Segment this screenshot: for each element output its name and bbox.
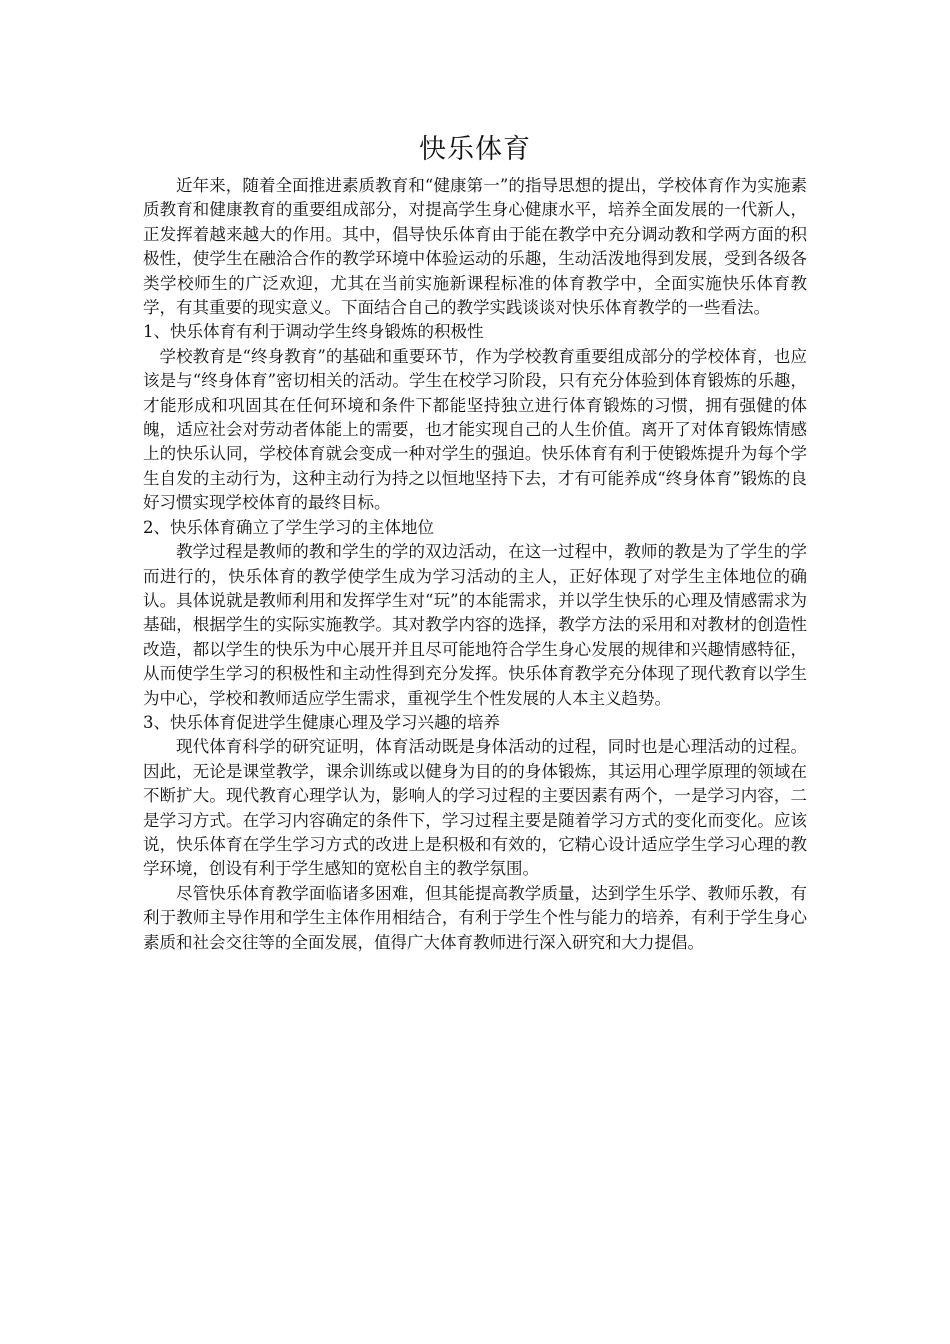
section-3-heading: 3、快乐体育促进学生健康心理及学习兴趣的培养 [143, 712, 500, 732]
intro-paragraph: 近年来，随着全面推进素质教育和“健康第一”的指导思想的提出，学校体育作为实施素质教育和健康教育的重要组成部分，对提高学生身心健康水平，培养全面发展的一代新人，正发挥着越来越大的作用。其中，倡导快乐体育由于能在教学中充分调动教和学两方面的积极性，使学生在融洽合作的教学环境中体验运动的乐趣，生动活泼地得到发展，受到各级各类学校师生的广泛欢迎，尤其在当前实施新课程标准的体育教学中，全面实施快乐体育教学，有其重要的现实意义。下面结合自己的教学实践谈谈对快乐体育教学的一些看法。 [143, 176, 807, 318]
section-2-body: 教学过程是教师的教和学生的学的双边活动，在这一过程中，教师的教是为了学生的学而进行的，快乐体育的教学使学生成为学习活动的主人，正好体现了对学生主体地位的确认。具体说就是教师利用和发挥学生对“玩”的本能需求，并以学生快乐的心理及情感需求为基础，根据学生的实际实施教学。其对教学内容的选择，教学方法的采用和对教材的创造性改造，都以学生的快乐为中心展开并且尽可能地符合学生身心发展的规律和兴趣情感特征，从而使学生学习的积极性和主动性得到充分发挥。快乐体育教学充分体现了现代教育以学生为中心，学校和教师适应学生需求，重视学生个性发展的人本主义趋势。 [143, 542, 807, 708]
section-1-heading: 1、快乐体育有利于调动学生终身锻炼的积极性 [143, 322, 484, 342]
document-page [143, 128, 807, 955]
section-1-body: 学校教育是“终身教育”的基础和重要环节，作为学校教育重要组成部分的学校体育，也应该是与“终身体育”密切相关的活动。学生在校学习阶段，只有充分体验到体育锻炼的乐趣，才能形成和巩固其在任何环境和条件下都能坚持独立进行体育锻炼的习惯，拥有强健的体魄，适应社会对劳动者体能上的需要，也才能实现自己的人生价值。离开了对体育锻炼情感上的快乐认同，学校体育就会变成一种对学生的强迫。快乐体育有利于使锻炼提升为每个学生自发的主动行为，这种主动行为持之以恒地坚持下去，才有可能养成“终身体育”锻炼的良好习惯实现学校体育的最终目标。 [143, 346, 807, 513]
document-title: 快乐体育 [419, 134, 531, 165]
section-3-body: 现代体育科学的研究证明，体育活动既是身体活动的过程，同时也是心理活动的过程。因此，无论是课堂教学，课余训练或以健身为目的的身体锻炼，其运用心理学原理的领域在不断扩大。现代教育心理学认为，影响人的学习过程的主要因素有两个，一是学习内容，二是学习方式。在学习内容确定的条件下，学习过程主要是随着学习方式的变化而变化。应该说，快乐体育在学生学习方式的改进上是积极和有效的，它精心设计适应学生学习心理的教学环境，创设有利于学生感知的宽松自主的教学氛围。 [143, 737, 807, 879]
section-2-heading: 2、快乐体育确立了学生学习的主体地位 [143, 517, 434, 537]
conclusion-paragraph: 尽管快乐体育教学面临诸多困难，但其能提高教学质量，达到学生乐学、教师乐教，有利于教师主导作用和学生主体作用相结合，有利于学生个性与能力的培养，有利于学生身心素质和社会交往等的全面发展，值得广大体育教师进行深入研究和大力提倡。 [143, 883, 807, 952]
